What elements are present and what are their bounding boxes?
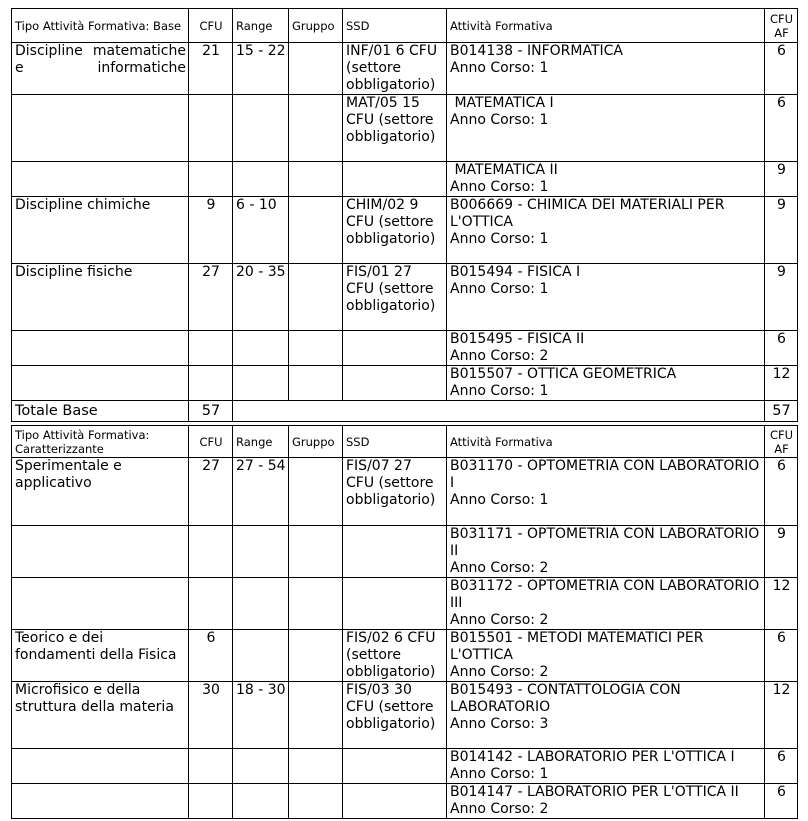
ssd-cell: MAT/05 15 CFU (settore obbligatorio) [343, 95, 447, 162]
af-code: B015493 - CONTATTOLOGIA CON LABORATORIO [450, 682, 681, 715]
af-code: B014147 - LABORATORIO PER L'OTTICA II [450, 784, 739, 800]
table-row [12, 749, 798, 784]
tipo-cell [12, 578, 189, 630]
table-row [12, 784, 798, 819]
cfu-af-cell: 12 [765, 366, 798, 401]
af-year: Anno Corso: 2 [450, 801, 549, 817]
cfu-cell [189, 366, 233, 401]
header-gruppo: Gruppo [289, 426, 343, 458]
cfu-af-cell: 9 [765, 197, 798, 264]
cfu-cell [189, 331, 233, 366]
header-ssd: SSD [343, 9, 447, 43]
cfu-cell: 6 [189, 630, 233, 682]
ssd-cell [343, 366, 447, 401]
gruppo-cell [289, 331, 343, 366]
attivita-cell [447, 162, 765, 197]
af-year: Anno Corso: 1 [450, 281, 549, 297]
af-code: B015495 - FISICA II [450, 331, 585, 347]
table-row [12, 458, 798, 526]
ssd-cell: FIS/01 27 CFU (settore obbligatorio) [343, 264, 447, 331]
header-tipo: Tipo Attività Formativa: Caratterizzante [12, 426, 189, 458]
tipo-cell [12, 366, 189, 401]
af-code: B015501 - METODI MATEMATICI PER L'OTTICA [450, 630, 704, 663]
tipo-cell [12, 95, 189, 162]
header-attivita: Attività Formativa [447, 9, 765, 43]
table-row [12, 264, 798, 331]
caratterizzante-activities-table [11, 425, 798, 819]
gruppo-cell [289, 43, 343, 95]
attivita-cell [447, 630, 765, 682]
range-cell: 27 - 54 [233, 458, 289, 526]
gruppo-cell [289, 682, 343, 749]
tipo-cell: Discipline matematiche e informatiche [12, 43, 189, 95]
af-code: B015494 - FISICA I [450, 264, 581, 280]
cfu-af-cell: 6 [765, 43, 798, 95]
cfu-cell: 27 [189, 458, 233, 526]
gruppo-cell [289, 578, 343, 630]
header-range: Range [233, 426, 289, 458]
af-year: Anno Corso: 1 [450, 492, 549, 508]
gruppo-cell [289, 630, 343, 682]
af-year: Anno Corso: 1 [450, 766, 549, 782]
af-year: Anno Corso: 3 [450, 716, 549, 732]
gruppo-cell [289, 197, 343, 264]
ssd-cell [343, 162, 447, 197]
gruppo-cell [289, 95, 343, 162]
table-row [12, 95, 798, 162]
af-code: B031171 - OPTOMETRIA CON LABORATORIO II [450, 526, 760, 559]
header-cfu-af: CFU AF [765, 426, 798, 458]
gruppo-cell [289, 264, 343, 331]
total-spacer [233, 401, 765, 422]
tipo-cell [12, 749, 189, 784]
table-row [12, 682, 798, 749]
range-cell: 6 - 10 [233, 197, 289, 264]
ssd-cell [343, 578, 447, 630]
header-tipo: Tipo Attività Formativa: Base [12, 9, 189, 43]
cfu-af-cell: 12 [765, 682, 798, 749]
tipo-cell [12, 784, 189, 819]
gruppo-cell [289, 458, 343, 526]
range-cell [233, 162, 289, 197]
tipo-cell [12, 526, 189, 578]
ssd-cell: FIS/07 27 CFU (settore obbligatorio) [343, 458, 447, 526]
af-year: Anno Corso: 2 [450, 664, 549, 680]
ssd-cell: FIS/02 6 CFU (settore obbligatorio) [343, 630, 447, 682]
attivita-cell [447, 366, 765, 401]
gruppo-cell [289, 749, 343, 784]
tipo-cell [12, 331, 189, 366]
header-range: Range [233, 9, 289, 43]
cfu-af-cell: 12 [765, 578, 798, 630]
total-cfu: 57 [189, 401, 233, 422]
ssd-cell [343, 749, 447, 784]
header-ssd: SSD [343, 426, 447, 458]
range-cell [233, 526, 289, 578]
gruppo-cell [289, 526, 343, 578]
attivita-cell [447, 784, 765, 819]
cfu-af-cell: 9 [765, 264, 798, 331]
attivita-cell [447, 95, 765, 162]
ssd-cell: FIS/03 30 CFU (settore obbligatorio) [343, 682, 447, 749]
cfu-cell [189, 95, 233, 162]
range-cell [233, 95, 289, 162]
gruppo-cell [289, 162, 343, 197]
af-year: Anno Corso: 1 [450, 231, 549, 247]
range-cell [233, 784, 289, 819]
range-cell [233, 331, 289, 366]
cfu-af-cell: 6 [765, 95, 798, 162]
af-year: Anno Corso: 2 [450, 348, 549, 364]
af-year: Anno Corso: 1 [450, 179, 549, 195]
table-row [12, 366, 798, 401]
tipo-cell: Teorico e dei fondamenti della Fisica [12, 630, 189, 682]
header-gruppo: Gruppo [289, 9, 343, 43]
af-code: MATEMATICA I [450, 95, 554, 111]
ssd-cell [343, 331, 447, 366]
cfu-cell [189, 162, 233, 197]
range-cell [233, 578, 289, 630]
tipo-cell: Sperimentale e applicativo [12, 458, 189, 526]
attivita-cell [447, 458, 765, 526]
tipo-cell: Discipline fisiche [12, 264, 189, 331]
ssd-cell [343, 526, 447, 578]
attivita-cell [447, 43, 765, 95]
range-cell [233, 749, 289, 784]
total-row [12, 401, 798, 422]
af-code: B006669 - CHIMICA DEI MATERIALI PER L'OTTICA [450, 197, 725, 230]
attivita-cell [447, 197, 765, 264]
af-year: Anno Corso: 2 [450, 560, 549, 576]
range-cell: 20 - 35 [233, 264, 289, 331]
table-row [12, 630, 798, 682]
af-code: B015507 - OTTICA GEOMETRICA [450, 366, 677, 382]
af-year: Anno Corso: 2 [450, 612, 549, 628]
cfu-cell [189, 578, 233, 630]
cfu-af-cell: 6 [765, 784, 798, 819]
attivita-cell [447, 331, 765, 366]
attivita-cell [447, 578, 765, 630]
range-cell: 18 - 30 [233, 682, 289, 749]
cfu-cell [189, 784, 233, 819]
cfu-cell [189, 749, 233, 784]
table-row [12, 526, 798, 578]
header-attivita: Attività Formativa [447, 426, 765, 458]
header-cfu: CFU [189, 9, 233, 43]
header-cfu-af: CFU AF [765, 9, 798, 43]
tipo-cell [12, 162, 189, 197]
attivita-cell [447, 264, 765, 331]
gruppo-cell [289, 784, 343, 819]
af-year: Anno Corso: 1 [450, 383, 549, 399]
cfu-cell: 21 [189, 43, 233, 95]
header-row [12, 9, 798, 43]
table-row [12, 43, 798, 95]
total-label: Totale Base [12, 401, 189, 422]
tipo-cell: Microfisico e della struttura della materia [12, 682, 189, 749]
af-year: Anno Corso: 1 [450, 112, 549, 128]
ssd-cell [343, 784, 447, 819]
table-row [12, 197, 798, 264]
range-cell [233, 630, 289, 682]
range-cell [233, 366, 289, 401]
ssd-cell: CHIM/02 9 CFU (settore obbligatorio) [343, 197, 447, 264]
cfu-cell: 9 [189, 197, 233, 264]
tipo-cell: Discipline chimiche [12, 197, 189, 264]
range-cell: 15 - 22 [233, 43, 289, 95]
gruppo-cell [289, 366, 343, 401]
attivita-cell [447, 682, 765, 749]
af-code: MATEMATICA II [450, 162, 558, 178]
cfu-af-cell: 6 [765, 630, 798, 682]
base-activities-table [11, 8, 798, 422]
ssd-cell: INF/01 6 CFU (settore obbligatorio) [343, 43, 447, 95]
cfu-af-cell: 9 [765, 162, 798, 197]
cfu-af-cell: 6 [765, 749, 798, 784]
table-row [12, 331, 798, 366]
cfu-af-cell: 9 [765, 526, 798, 578]
cfu-af-cell: 6 [765, 331, 798, 366]
attivita-cell [447, 749, 765, 784]
cfu-cell: 30 [189, 682, 233, 749]
cfu-af-cell: 6 [765, 458, 798, 526]
af-code: B014138 - INFORMATICA [450, 43, 624, 59]
total-cfu-af: 57 [765, 401, 798, 422]
table-row [12, 162, 798, 197]
cfu-cell: 27 [189, 264, 233, 331]
attivita-cell [447, 526, 765, 578]
header-cfu: CFU [189, 426, 233, 458]
af-year: Anno Corso: 1 [450, 60, 549, 76]
af-code: B031170 - OPTOMETRIA CON LABORATORIO I [450, 458, 760, 491]
af-code: B031172 - OPTOMETRIA CON LABORATORIO III [450, 578, 760, 611]
table-row [12, 578, 798, 630]
af-code: B014142 - LABORATORIO PER L'OTTICA I [450, 749, 735, 765]
header-row [12, 426, 798, 458]
cfu-cell [189, 526, 233, 578]
